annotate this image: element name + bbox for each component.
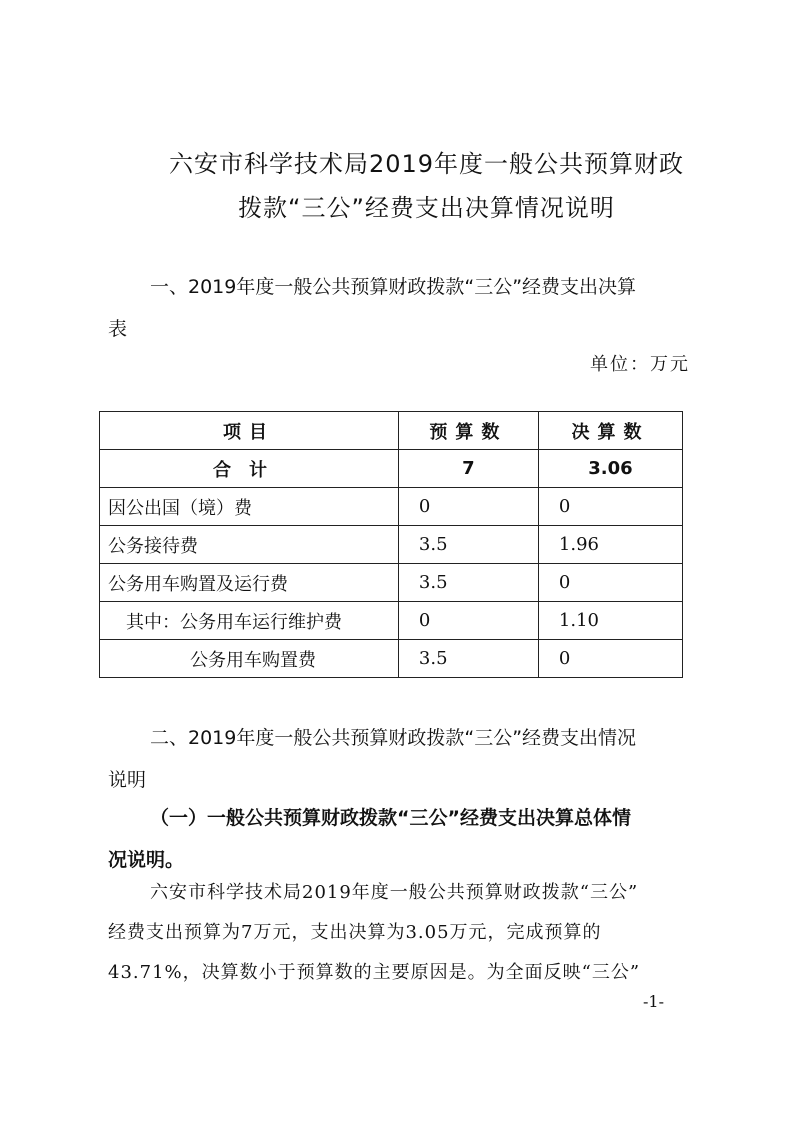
row-budget: 0 [398,488,538,526]
table-row [100,602,683,640]
table-row [100,488,683,526]
paragraph-line: 经费支出预算为7万元，支出决算为3.05万元，完成预算的 [108,922,602,943]
row-final: 1.10 [538,602,682,640]
table-row [100,564,683,602]
table-row [100,640,683,678]
row-final: 0 [538,640,682,678]
page-number: -1- [643,992,664,1011]
section-2-heading: 二、2019年度一般公共预算财政拨款“三公”经费支出情况 [150,727,637,749]
header-item: 项目 [100,412,399,450]
total-label: 合计 [100,450,399,488]
table-row [100,526,683,564]
document-title-line-1: 六安市科学技术局2019年度一般公共预算财政 [168,150,685,178]
row-final: 1.96 [538,526,682,564]
row-label: 公务用车购置及运行费 [100,564,399,602]
subsection-heading: （一）一般公共预算财政拨款“三公”经费支出决算总体情 [150,807,631,829]
document-title-line-2: 拨款“三公”经费支出决算情况说明 [238,194,615,222]
section-2-heading-cont: 说明 [108,769,147,791]
section-1-heading: 一、2019年度一般公共预算财政拨款“三公”经费支出决算 [150,276,637,298]
section-1-heading-cont: 表 [108,318,128,340]
subsection-heading-cont: 况说明。 [108,849,185,871]
paragraph-line: 43.71%，决算数小于预算数的主要原因是。为全面反映“三公” [108,962,641,983]
row-budget: 3.5 [398,564,538,602]
row-final: 0 [538,564,682,602]
header-final: 决算数 [538,412,682,450]
row-budget: 0 [398,602,538,640]
row-budget: 3.5 [398,526,538,564]
table-total-row [100,450,683,488]
row-budget: 3.5 [398,640,538,678]
row-label: 公务用车购置费 [100,640,399,678]
row-label: 因公出国（境）费 [100,488,399,526]
row-label: 其中：公务用车运行维护费 [100,602,399,640]
expense-table [99,411,683,678]
unit-label: 单位：万元 [590,354,690,375]
row-final: 0 [538,488,682,526]
table-header-row [100,412,683,450]
paragraph-line: 六安市科学技术局2019年度一般公共预算财政拨款“三公” [150,882,639,903]
row-label: 公务接待费 [100,526,399,564]
header-budget: 预算数 [398,412,538,450]
total-final: 3.06 [538,450,682,488]
total-budget: 7 [398,450,538,488]
